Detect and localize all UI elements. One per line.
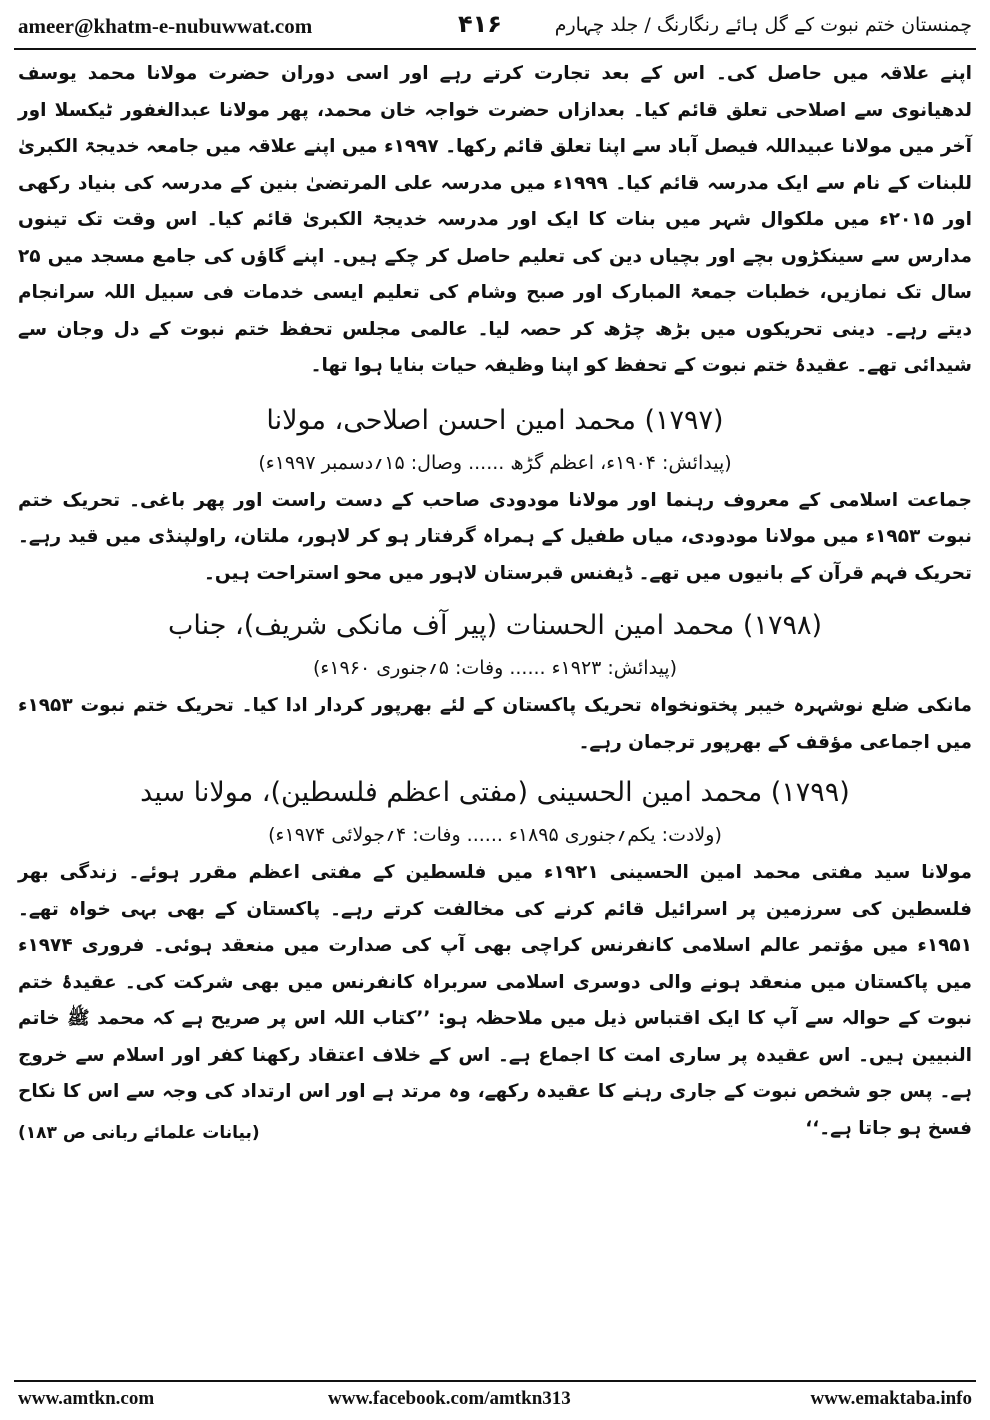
book-title: چمنستان ختم نبوت کے گل ہائے رنگارنگ / جلد چہارم [554, 14, 972, 36]
header-email: ameer@khatm-e-nubuwwat.com [18, 14, 313, 38]
page-footer [18, 1384, 972, 1414]
entry-body-1797: جماعت اسلامی کے معروف رہنما اور مولانا مودودی صاحب کے دست راست اور پھر باغی۔ تحریک ختم نبوت ۱۹۵۳ء میں مولانا مودودی، میاں طفیل کے ہمراہ گرفتار ہو کر لاہور، ملتان، راولپنڈی میں قید رہے۔ تحریک فہم قرآن کے بانیوں میں تھے۔ ڈیفنس قبرستان لاہور میں محو استراحت ہیں۔ [18, 489, 972, 584]
intro-paragraph: اپنے علاقہ میں حاصل کی۔ اس کے بعد تجارت کرتے رہے اور اسی دوران حضرت مولانا محمد یوسف لدھیانوی سے اصلاحی تعلق قائم کیا۔ بعدازاں حضرت خواجہ خان محمد، پھر مولانا عبدالغفور ٹیکسلا اور آخر میں مولانا عبیداللہ فیصل آباد سے اپنا تعلق قائم رکھا۔ ۱۹۹۷ء میں اپنے علاقہ میں جامعہ خدیجۃ الکبریٰ للبنات کے نام سے ایک مدرسہ قائم کیا۔ ۱۹۹۹ء میں مدرسہ علی المرتضیٰ بنین کے مدرسہ کی بنیاد رکھی اور ۲۰۱۵ء میں ملکوال شہر میں بنات کا ایک اور مدرسہ خدیجۃ الکبریٰ قائم کیا۔ اس وقت تک تینوں مدارس سے سینکڑوں بچے اور بچیاں دین کی تعلیم حاصل کر چکے ہیں۔ اپنے گاؤں کی جامع مسجد میں ۲۵ سال تک نمازیں، خطبات جمعۃ المبارک اور صبح وشام کی تعلیم ایسی خدمات فی سبیل اللہ سرانجام دیتے رہے۔ دینی تحریکوں میں بڑھ چڑھ کر حصہ لیا۔ عالمی مجلس تحفظ ختم نبوت کے دل وجان سے شیدائی تھے۔ عقیدۂ ختم نبوت کے تحفظ کو اپنا وظیفہ حیات بنایا ہوا تھا۔ [18, 63, 972, 376]
entry-dates-1798: (پیدائش: ۱۹۲۳ء ...... وفات: ۵؍جنوری ۱۹۶۰ء) [312, 657, 677, 679]
header-rule [14, 48, 976, 50]
entry-dates-1797: (پیدائش: ۱۹۰۴ء، اعظم گڑھ ...... وصال: ۱۵؍دسمبر ۱۹۹۷ء) [258, 451, 732, 474]
page-content [18, 56, 972, 1147]
entry-body-1798: مانکی ضلع نوشہرہ خیبر پختونخواہ تحریک پاکستان کے لئے بھرپور کردار ادا کیا۔ تحریک ختم نبوت ۱۹۵۳ء میں اجماعی مؤقف کے بھرپور ترجمان رہے۔ [18, 695, 972, 753]
page-number: ۴۱۶ [458, 10, 502, 38]
entry-heading-1798: (۱۷۹۸) محمد امین الحسنات (پیر آف مانکی شریف)، جناب [167, 610, 823, 641]
page-header [18, 10, 972, 46]
footer-link-amtkn[interactable]: www.amtkn.com [18, 1388, 155, 1409]
footer-link-emaktaba[interactable]: www.emaktaba.info [810, 1388, 972, 1409]
entry-heading-1797: (۱۷۹۷) محمد امین احسن اصلاحی، مولانا [266, 404, 724, 436]
entry-dates-1799: (ولادت: یکم؍جنوری ۱۸۹۵ء ...... وفات: ۴؍جولائی ۱۹۷۴ء) [268, 824, 722, 846]
entry-body-wrapper-1799 [18, 855, 972, 1147]
entry-heading-1799: (۱۷۹۹) محمد امین الحسینی (مفتی اعظم فلسطین)، مولانا سید [140, 777, 850, 808]
entry-body-1799: مولانا سید مفتی محمد امین الحسینی ۱۹۲۱ء میں فلسطین کے مفتی اعظم مقرر ہوئے۔ زندگی بھر فلسطین کی سرزمین پر اسرائیل قائم کرنے کی مخالفت کرتے رہے۔ پاکستان کے بھی بہی خواہ تھے۔ ۱۹۵۱ء میں مؤتمر عالم اسلامی کانفرنس کراچی بھی آپ کی صدارت میں منعقد ہوئی۔ فروری ۱۹۷۴ء میں پاکستان میں منعقد ہونے والی دوسری اسلامی سربراہ کانفرنس میں بھی شرکت کی۔ عقیدۂ ختم نبوت کے حوالہ سے آپ کا ایک اقتباس ذیل میں ملاحظہ ہو: ’’کتاب اللہ اس پر صریح ہے کہ محمد ﷺ خاتم النبیین ہیں۔ اس عقیدہ پر ساری امت کا اجماع ہے۔ اس کے خلاف اعتقاد رکھنا کفر اور اسلام سے خروج ہے۔ پس جو شخص نبوت کے جاری رہنے کا عقیدہ رکھے، وہ مرتد ہے اور اس ارتداد کی وجہ سے اس کا نکاح فسخ ہو جاتا ہے۔‘‘ [18, 862, 972, 1139]
footer-link-facebook[interactable]: www.facebook.com/amtkn313 [328, 1388, 571, 1409]
quote-source: (بیانات علمائے ربانی ص ۱۸۳) [18, 1123, 260, 1143]
footer-rule [14, 1380, 976, 1382]
